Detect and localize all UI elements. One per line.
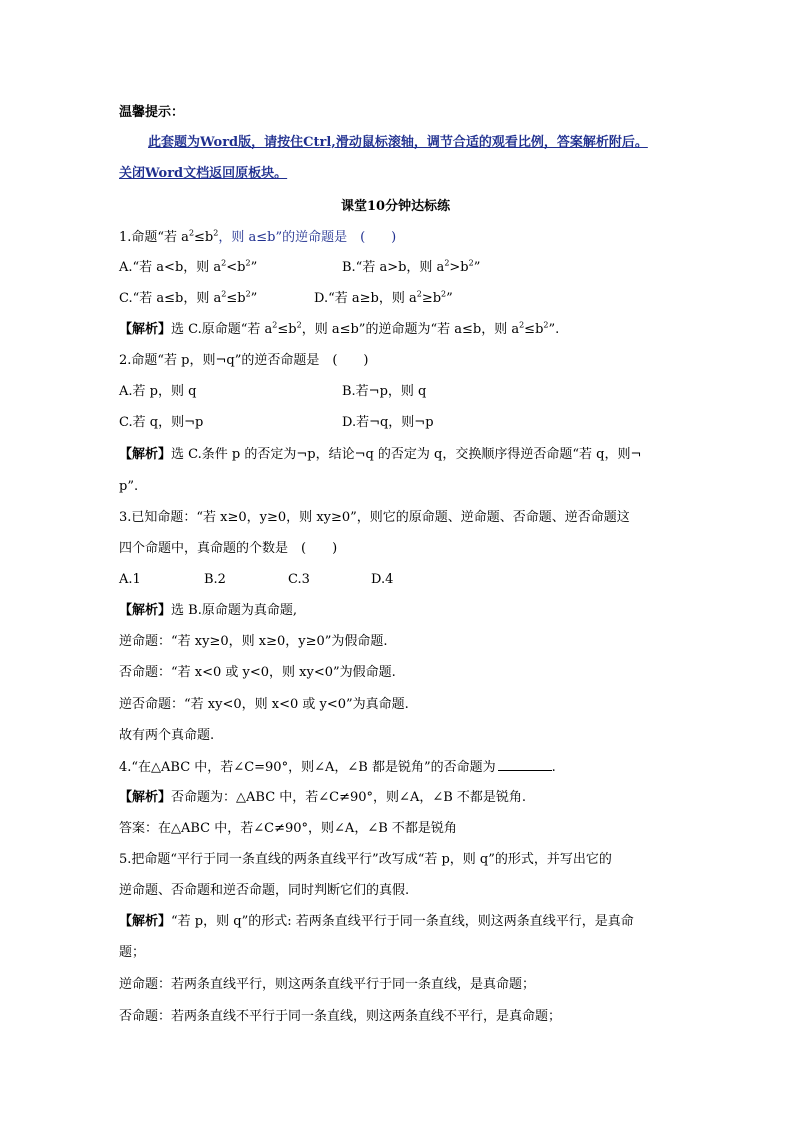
- q3-option-d: D.4: [371, 572, 394, 587]
- q1-stem: 1.命题“若 $a^2\le b^2$，则 a≤b”的逆命题是 ( ): [119, 228, 397, 245]
- hint-line-1: 此套题为Word版，请按住Ctrl,滑动鼠标滚轴，调节合适的观看比例，答案解析附后。: [148, 135, 648, 150]
- q3-analysis-line-4: 逆否命题：“若 xy<0，则 x<0 或 y<0”为真命题.: [119, 697, 409, 712]
- answer-blank: [498, 758, 552, 771]
- q4-answer: 答案：在△ABC 中，若∠C≠90°，则∠A，∠B 不都是锐角: [119, 821, 457, 836]
- q2-option-c: C.若 q，则¬p: [119, 415, 204, 430]
- q3-stem-line-1: 3.已知命题：“若 x≥0，y≥0，则 xy≥0”，则它的原命题、逆命题、否命题、逆否命题这: [119, 510, 630, 525]
- section-title: 课堂10分钟达标练: [341, 199, 451, 214]
- q4-stem: 4.“在△ABC 中，若∠C=90°，则∠A，∠B 都是锐角”的否命题为 .: [119, 760, 556, 775]
- q5-stem-line-1: 5.把命题“平行于同一条直线的两条直线平行”改写成“若 p，则 q”的形式，并写出它的: [119, 852, 612, 867]
- q5-analysis-line-1: 【解析】“若 p，则 q”的形式: 若两条直线平行于同一条直线，则这两条直线平行，是真命: [119, 914, 634, 929]
- q5-stem-line-2: 逆命题、否命题和逆否命题，同时判断它们的真假.: [119, 883, 410, 898]
- q3-stem-line-2: 四个命题中，真命题的个数是 ( ): [119, 541, 338, 556]
- hint-line-2: 关闭Word文档返回原板块。: [119, 166, 288, 181]
- q3-analysis-line-3: 否命题：“若 x<0 或 y<0，则 xy<0”为假命题.: [119, 665, 396, 680]
- q1-option-a: A.“若 a<b，则 $a^2<b^2$”: [119, 258, 258, 275]
- q3-option-a: A.1: [119, 572, 141, 587]
- q2-analysis-line-2: p”.: [119, 479, 139, 494]
- q3-option-c: C.3: [288, 572, 310, 587]
- q3-option-b: B.2: [204, 572, 226, 587]
- q2-option-a: A.若 p，则 q: [119, 384, 197, 399]
- q2-option-d: D.若¬q，则¬p: [342, 415, 434, 430]
- q5-analysis-line-4: 否命题：若两条直线不平行于同一条直线，则这两条直线不平行，是真命题；: [119, 1009, 562, 1024]
- q5-analysis-line-2: 题；: [119, 945, 146, 960]
- q2-option-b: B.若¬p，则 q: [342, 384, 427, 399]
- q2-stem: 2.命题“若 p，则¬q”的逆否命题是 ( ): [119, 353, 369, 368]
- q3-analysis-line-1: 【解析】选 B.原命题为真命题,: [119, 603, 297, 618]
- q1-option-d: D.“若 a≥b，则 $a^2\ge b^2$”: [314, 289, 453, 306]
- q3-analysis-line-2: 逆命题：“若 xy≥0，则 x≥0，y≥0”为假命题.: [119, 634, 388, 649]
- q5-analysis-line-3: 逆命题：若两条直线平行，则这两条直线平行于同一条直线，是真命题；: [119, 977, 536, 992]
- q2-analysis-line-1: 【解析】选 C.条件 p 的否定为¬p，结论¬q 的否定为 q，交换顺序得逆否命题“若 q，则¬: [119, 447, 642, 462]
- q1-option-c: C.“若 a≤b，则 $a^2\le b^2$”: [119, 289, 258, 306]
- hint-title: 温馨提示：: [119, 105, 185, 120]
- q1-option-b: B.“若 a>b，则 $a^2>b^2$”: [342, 258, 481, 275]
- q3-analysis-line-5: 故有两个真命题.: [119, 728, 215, 743]
- q1-analysis: 【解析】选 C.原命题“若 $a^2\le b^2$，则 a≤b”的逆命题为“若 a≤b，则 $a^2\le b^2$”.: [119, 320, 560, 337]
- q4-analysis: 【解析】否命题为：△ABC 中，若∠C≠90°，则∠A，∠B 不都是锐角.: [119, 790, 527, 805]
